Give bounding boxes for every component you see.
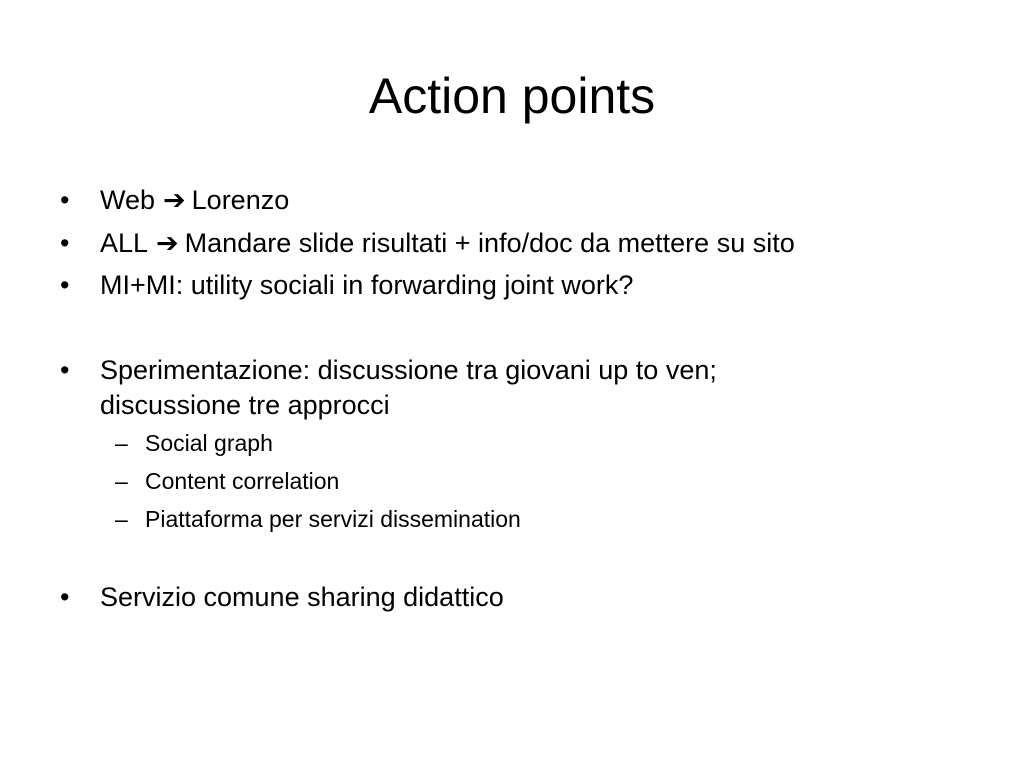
bullet-item-5: Servizio comune sharing didattico bbox=[100, 582, 504, 612]
bullet-marker: • bbox=[60, 355, 70, 385]
sub-bullet-item-3: Piattaforma per servizi dissemination bbox=[145, 506, 521, 532]
bullet-tail: Mandare slide risultati + info/doc da mettere su sito bbox=[184, 228, 795, 258]
bullet-marker: • bbox=[60, 582, 70, 612]
bullet-lead: ALL bbox=[100, 228, 149, 258]
bullet-item-2 bbox=[100, 226, 795, 260]
bullet-marker: • bbox=[60, 270, 70, 300]
bullet-marker: • bbox=[60, 185, 70, 215]
arrow-right-icon: ➔ bbox=[156, 228, 179, 258]
sub-bullet-item-1: Social graph bbox=[145, 430, 273, 456]
bullet-item-4: Sperimentazione: discussione tra giovani up to ven; bbox=[100, 355, 717, 385]
arrow-right-icon: ➔ bbox=[163, 185, 186, 215]
bullet-item-4-continued: discussione tre approcci bbox=[100, 390, 390, 420]
sub-bullet-marker: – bbox=[115, 430, 128, 456]
slide-title: Action points bbox=[368, 68, 656, 124]
bullet-marker: • bbox=[60, 228, 70, 258]
bullet-lead: Web bbox=[100, 185, 156, 215]
bullet-item-3: MI+MI: utility sociali in forwarding joint work? bbox=[100, 270, 634, 300]
sub-bullet-marker: – bbox=[115, 506, 128, 532]
bullet-item-1 bbox=[100, 183, 289, 217]
bullet-tail: Lorenzo bbox=[191, 185, 290, 215]
sub-bullet-item-2: Content correlation bbox=[145, 468, 340, 494]
sub-bullet-marker: – bbox=[115, 468, 128, 494]
